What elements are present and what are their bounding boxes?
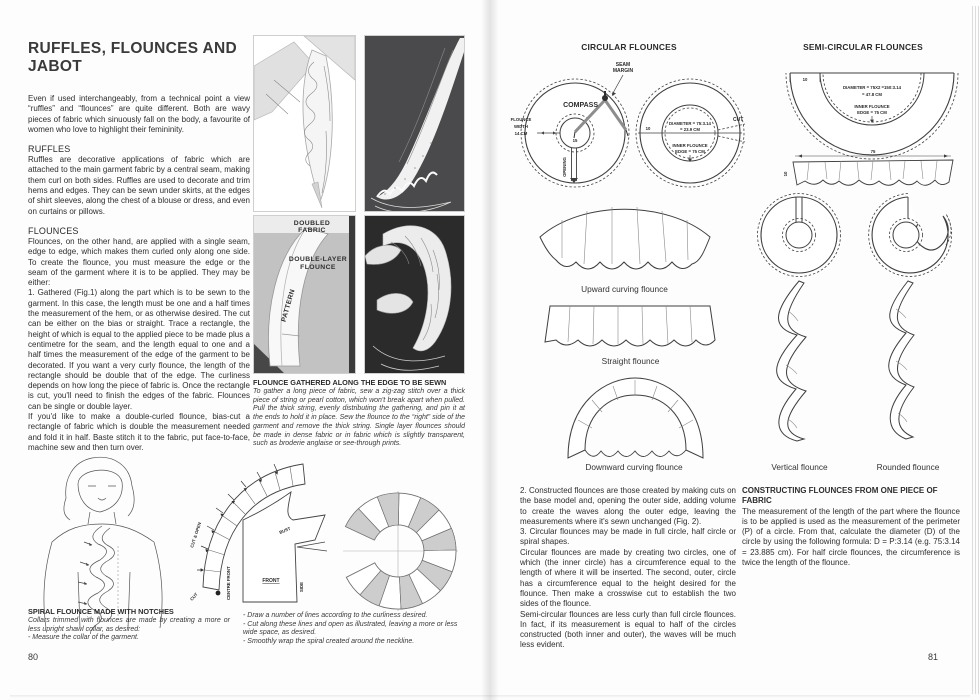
figure-pattern-photo — [253, 215, 356, 374]
spiral-flounce-caption — [28, 607, 230, 643]
constructed-flounces-paragraph: 2. Constructed flounces are those created by making cuts on the base model and, opening the outer side, adding volume to create the waves along the outer edge, leaving the measurements where it's sewn unchanged (Fig. 2). — [520, 486, 736, 526]
doubled-fabric-label-2: FABRIC — [298, 227, 326, 234]
pattern-photo-drawing — [254, 216, 355, 373]
upward-flounce-drawing — [532, 192, 717, 282]
ruffles-heading: RUFFLES — [28, 144, 71, 155]
circle2-diameter-label-1: DIAMETER = 75:3.14 — [669, 121, 711, 126]
notched-pattern-drawing — [185, 452, 335, 607]
spiral-step-3: - Smoothly wrap the spiral created around the neckline. — [243, 638, 415, 646]
flounces-paragraphs — [28, 237, 250, 453]
semi-inner-label-1: INNER FLOUNCE — [854, 104, 890, 109]
semi-circular-paragraph: Semi-circular flounces are less curly than full circle flounces. In fact, if its measurement is equal to half of the circles constructed (both inner and outer), the waves will be much less evident. — [520, 609, 736, 650]
cut-open-label: CUT & OPEN — [189, 521, 203, 549]
semi-inner-label-2: EDGE = 75 CM — [857, 110, 887, 115]
semi-margin-label: 10 — [802, 77, 808, 82]
inner-radius-label: 15 — [572, 138, 578, 143]
right-text-column-1 — [520, 486, 736, 651]
figure-circular-construction — [505, 55, 760, 200]
hands-photo-drawing — [365, 216, 464, 373]
vertical-flounce-caption: Vertical flounce — [771, 462, 828, 472]
semi-circular-flounces-heading: SEMI-CIRCULAR FLOUNCES — [803, 42, 923, 52]
figure-jabot-illustration — [253, 35, 356, 212]
circular-construction-drawing — [505, 55, 760, 200]
downward-flounce-drawing — [558, 370, 713, 462]
semi-diameter-label-1: DIAMETER = 75X2 =150:3.14 — [842, 85, 902, 90]
circle2-margin-label: 10 — [645, 126, 651, 131]
gathered-flounce-caption — [253, 378, 465, 449]
seam-margin-label-2: MARGIN — [612, 68, 634, 74]
figure-hands-photo — [364, 215, 465, 374]
doubled-fabric-label-1: DOUBLED — [293, 220, 331, 227]
cut-label-left: CUT — [189, 591, 199, 602]
constructing-body: The measurement of the length of the part where the flounce is to be applied is used as the measurement of the perimeter (P) of a circle. From that, calculate the diameter (D) of the circle by using the following formula: D = P:3.14 (e.g. 75:3.14 = 23.885 cm). For half circle flounces, the circumference is twice the length of the flounce. — [742, 506, 960, 568]
figure-notched-pattern — [185, 452, 335, 607]
figure-segmented-spiral — [328, 483, 475, 617]
flounces-p2: 1. Gathered (Fig.1) along the part which is to be sewn to the garment. In this case, the length must be one and a half times the measurement of the hem, or as otherwise desired. The cut can be either on the bias or straight. Trace a rectangle, the height of which is equal to the applied piece to be made plus a centimetre for the seam, and the length equal to one and a half times the measurement of the edge of the garment to be decorated. If you want a very curly flounce, the length of the rectangle should be double that of the edge. The curliness depends on how long the piece of fabric is. Once the rectangle is cut, you'll need to finish the edges of the fabric. Flounces can be single or double layer. — [28, 288, 250, 411]
circular-flounces-heading: CIRCULAR FLOUNCES — [581, 42, 677, 52]
ruffle-photo-drawing — [365, 36, 464, 211]
semi-circular-drawing — [775, 58, 970, 190]
constructing-heading: CONSTRUCTING FLOUNCES FROM ONE PIECE OF FABRIC — [742, 486, 938, 506]
downward-flounce-caption: Downward curving flounce — [585, 462, 683, 472]
centre-front-label: CENTRE FRONT — [226, 566, 231, 600]
bust-label: BUST — [278, 525, 292, 535]
flounces-p1: Flounces, on the other hand, are applied with a single seam, edge to edge, which makes them curled only along one side. To create the flounce, you must measure the edge or the seam of the garment where it is to be applied. They may be either: — [28, 236, 250, 288]
spiral-step-2: - Cut along these lines and open as illustrated, leaving a more or less wide space, as desired. — [243, 620, 458, 637]
rounded-flounce-drawing — [856, 193, 960, 457]
pattern-label: PATTERN — [280, 288, 297, 323]
straight-flounce-caption: Straight flounce — [601, 356, 660, 366]
gathered-caption-body: To gather a long piece of fabric, sew a zig-zag stitch over a thick piece of string or pearl cotton, which won't break apart when pulled. Pull the thick string, evenly distributing the gathering, and pin it at the ends to hold it in place. Sew the flounce to the “right” side of the garment and remove the thick string. Single layer flounces should be made in dense fabric or in fabric which is slightly transparent, such as broderie anglaise or see-through prints. — [253, 388, 465, 448]
seam-margin-label-1: SEAM — [615, 62, 631, 68]
spiral-step-1: - Draw a number of lines according to the curliness desired. — [243, 612, 428, 619]
flounce-width-label-2: WIDTH — [513, 124, 529, 129]
figure-straight-flounce — [538, 298, 723, 354]
circle2-diameter-label-2: = 23.9 CM — [680, 127, 700, 132]
page-number-left: 80 — [28, 652, 39, 662]
page-title: RUFFLES, FLOUNCES AND JABOT — [28, 40, 237, 75]
figure-downward-flounce — [558, 370, 713, 462]
rounded-flounce-caption: Rounded flounce — [876, 462, 940, 472]
circle2-inner-label-2: EDGE = 75 CM — [675, 149, 705, 154]
side-label: SIDE — [299, 581, 304, 592]
opening-label: OPENING — [562, 157, 567, 177]
jabot-illustration-drawing — [254, 36, 355, 211]
strip-height-label: 10 — [783, 171, 788, 177]
semi-diameter-label-2: = 47.8 CM — [862, 92, 882, 97]
cut-label: CUT — [733, 117, 744, 123]
front-label: FRONT — [262, 578, 280, 584]
gathered-caption-title: FLOUNCE GATHERED ALONG THE EDGE TO BE SEWN — [253, 378, 447, 387]
book-gutter — [481, 0, 499, 700]
spiral-caption-step: - Measure the collar of the garment. — [28, 634, 139, 642]
flounce-width-label-1: FLOUNCE — [510, 117, 532, 122]
page-number-right: 81 — [928, 652, 939, 662]
figure-upward-flounce — [532, 192, 717, 282]
flounces-p3: If you'd like to make a double-curled flounce, bias-cut a rectangle of fabric which is double the measurement needed and fold it in half. Baste stitch it to the fabric, put face-to-face, machine sew and then turn over. — [28, 412, 250, 452]
circular-flounces-paragraph-2: Circular flounces are made by creating two circles, one of which (the inner circle) has a circumference equal to the length of where it will be inserted. The second, outer, circle has a circumference equal to the height desired for the flounce. Then make a crosswise cut to establish the two sides of the flounce. — [520, 547, 736, 609]
double-layer-label-2: FLOUNCE — [300, 264, 336, 271]
ruffles-paragraph: Ruffles are decorative applications of fabric which are attached to the main garment fabric by a central seam, making them curl on both sides. Ruffles are used to decorate and trim hems and edges. They can be sewn under skirts, at the edges of shirt sleeves, along the chest of a blouse or dress, and even on curtains or pillows. — [28, 155, 250, 216]
upward-flounce-caption: Upward curving flounce — [581, 284, 668, 294]
spiral-steps-list — [243, 612, 471, 647]
figure-ruffle-photo — [364, 35, 465, 212]
figure-semi-circular-construction — [775, 58, 970, 190]
strip-width-label: 75 — [870, 149, 876, 154]
spiral-caption-body: Collars trimmed with flounces are made by creating a more or less upright shawl collar, as desired: — [28, 617, 230, 633]
flounce-width-label-3: 14 CM — [514, 131, 528, 136]
page-bottom-shadow — [10, 695, 970, 698]
straight-flounce-drawing — [538, 298, 723, 354]
circular-flounces-paragraph-1: 3. Circular flounces may be made in full circle, half circle or spiral shapes. — [520, 527, 736, 547]
figure-vertical-flounce — [752, 193, 847, 457]
flounces-heading: FLOUNCES — [28, 225, 79, 236]
intro-paragraph: Even if used interchangeably, from a technical point a view “ruffles” and “flounces” are quite different. Both are wavy pieces of fabric which sinuously fall on the body, a favourite of women who love to highlight their femininity. — [28, 94, 250, 134]
spiral-caption-title: SPIRAL FLOUNCE MADE WITH NOTCHES — [28, 607, 174, 616]
compass-label: COMPASS — [563, 102, 598, 109]
page-stack-edge — [970, 6, 980, 694]
vertical-flounce-drawing — [752, 193, 847, 457]
figure-rounded-flounce — [856, 193, 960, 457]
circle2-inner-label-1: INNER FLOUNCE — [672, 143, 708, 148]
segmented-spiral-drawing — [328, 483, 475, 617]
double-layer-label-1: DOUBLE-LAYER — [288, 256, 348, 263]
right-text-column-2 — [742, 486, 960, 568]
left-text-column — [28, 40, 250, 453]
